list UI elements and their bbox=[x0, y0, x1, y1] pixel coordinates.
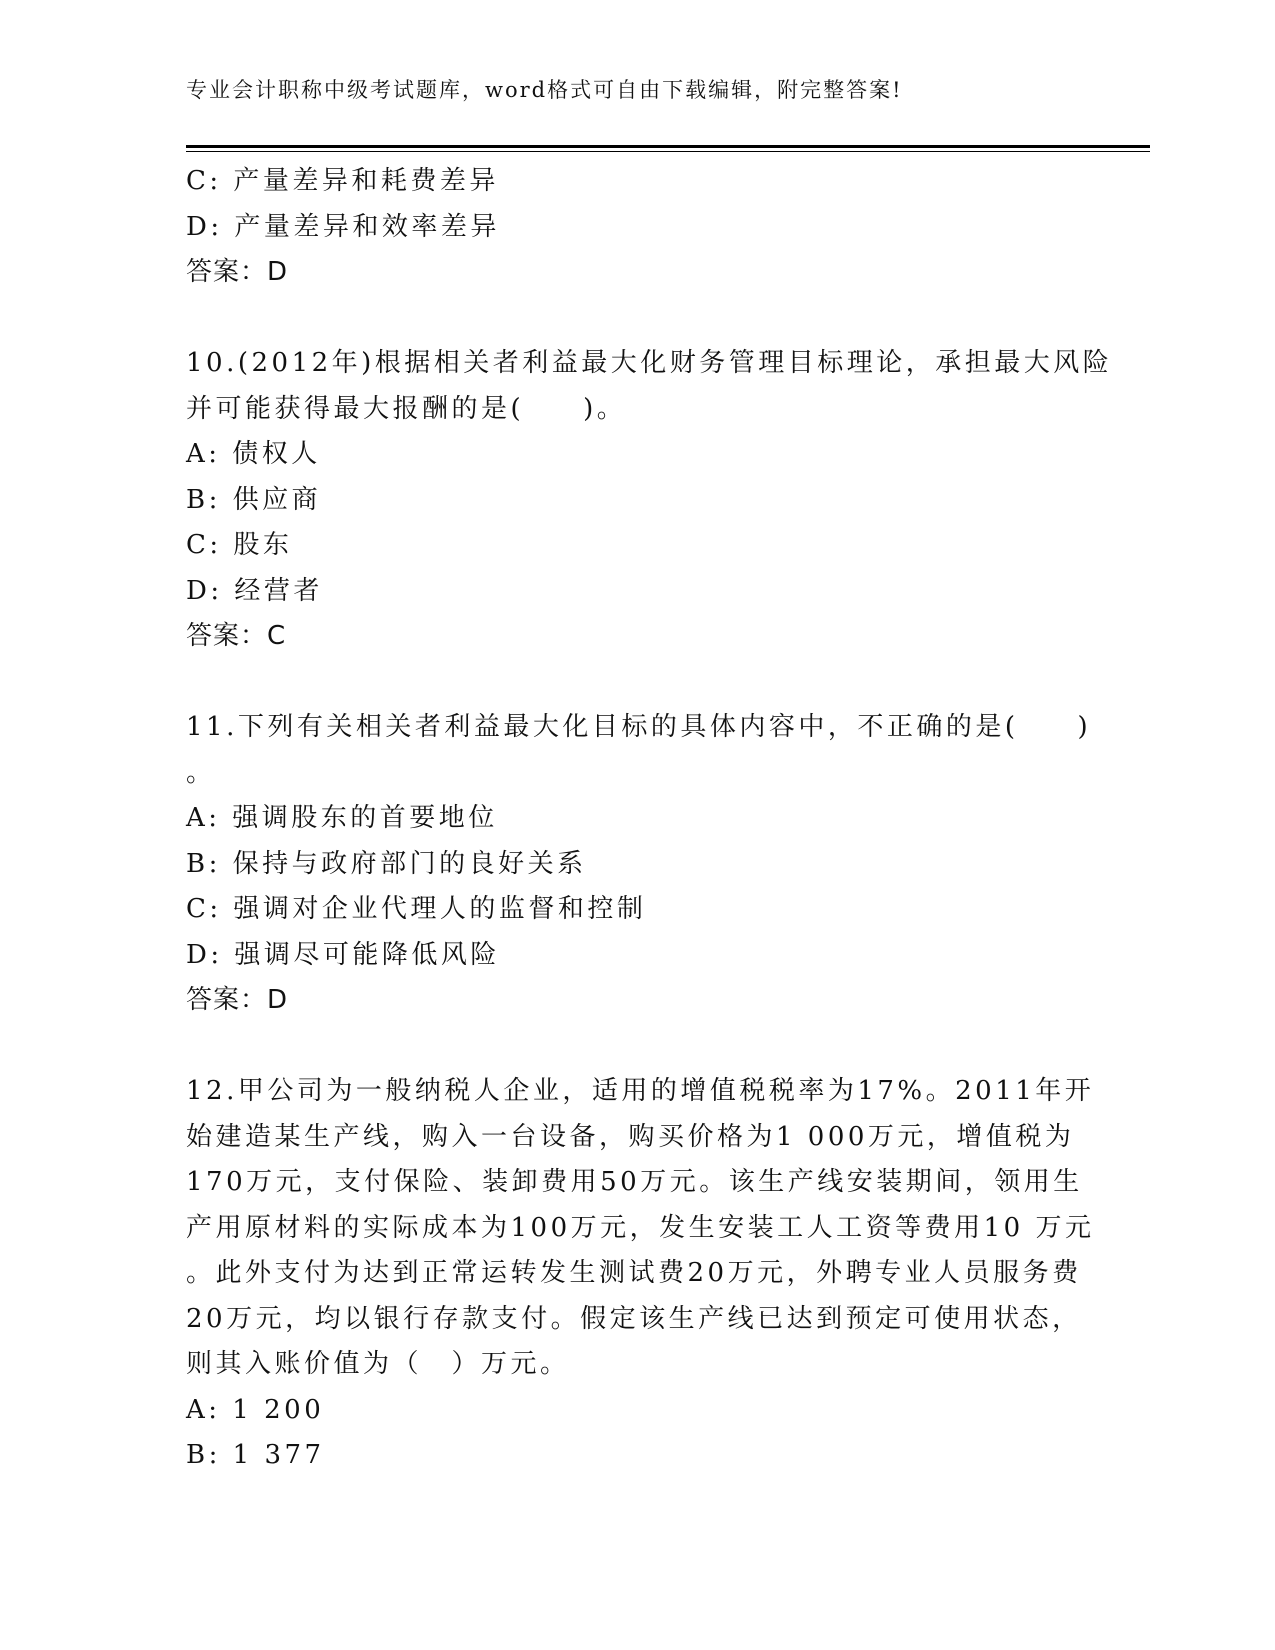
q12-stem-line-5: 。此外支付为达到正常运转发生测试费20万元，外聘专业人员服务费 bbox=[186, 1258, 1082, 1288]
q12-stem-line-2: 始建造某生产线，购入一台设备，购买价格为1 000万元，增值税为 bbox=[186, 1121, 1075, 1152]
header-rule-thick bbox=[186, 145, 1150, 148]
q10-option-d: D: 经营者 bbox=[186, 575, 323, 606]
q9-option-d: D: 产量差异和效率差异 bbox=[186, 211, 500, 242]
q11-stem-line-1: 11.下列有关相关者利益最大化目标的具体内容中，不正确的是( ) bbox=[186, 712, 1092, 742]
q11-option-a: A: 强调股东的首要地位 bbox=[186, 803, 498, 833]
spacer bbox=[186, 660, 1086, 706]
q10-option-c: C: 股东 bbox=[186, 530, 293, 560]
q9-answer: 答案：D bbox=[186, 257, 289, 287]
q11-option-b: B: 保持与政府部门的良好关系 bbox=[186, 848, 587, 879]
q12-option-b: B: 1 377 bbox=[186, 1440, 325, 1470]
document-body bbox=[186, 159, 1113, 1479]
q10-stem-line-2: 并可能获得最大报酬的是( )。 bbox=[186, 393, 627, 424]
spacer bbox=[186, 296, 1086, 342]
header-rule-thin bbox=[186, 151, 1150, 152]
q10-option-b: B: 供应商 bbox=[186, 484, 322, 515]
q11-option-c: C: 强调对企业代理人的监督和控制 bbox=[186, 894, 647, 924]
q10-stem-line-1: 10.(2012年)根据相关者利益最大化财务管理目标理论，承担最大风险 bbox=[186, 348, 1113, 378]
q10-answer: 答案：C bbox=[186, 621, 287, 651]
q11-stem-line-2: 。 bbox=[186, 757, 216, 788]
q12-stem-line-1: 12.甲公司为一般纳税人企业，适用的增值税税率为17%。2011年开 bbox=[186, 1076, 1095, 1106]
q9-option-c: C: 产量差异和耗费差异 bbox=[186, 166, 499, 196]
q12-stem-line-6: 20万元，均以银行存款支付。假定该生产线已达到预定可使用状态， bbox=[186, 1303, 1082, 1334]
q12-stem-line-7: 则其入账价值为（ ）万元。 bbox=[186, 1349, 570, 1379]
page-header: 专业会计职称中级考试题库，word格式可自由下载编辑，附完整答案! bbox=[186, 78, 903, 102]
q11-answer: 答案：D bbox=[186, 985, 289, 1015]
q10-option-a: A: 债权人 bbox=[186, 439, 321, 469]
spacer bbox=[186, 1024, 1086, 1070]
q12-option-a: A: 1 200 bbox=[186, 1394, 325, 1425]
q12-stem-line-4: 产用原材料的实际成本为100万元，发生安装工人工资等费用10 万元 bbox=[186, 1212, 1095, 1243]
q11-option-d: D: 强调尽可能降低风险 bbox=[186, 939, 500, 970]
q12-stem-line-3: 170万元，支付保险、装卸费用50万元。该生产线安装期间，领用生 bbox=[186, 1167, 1083, 1197]
